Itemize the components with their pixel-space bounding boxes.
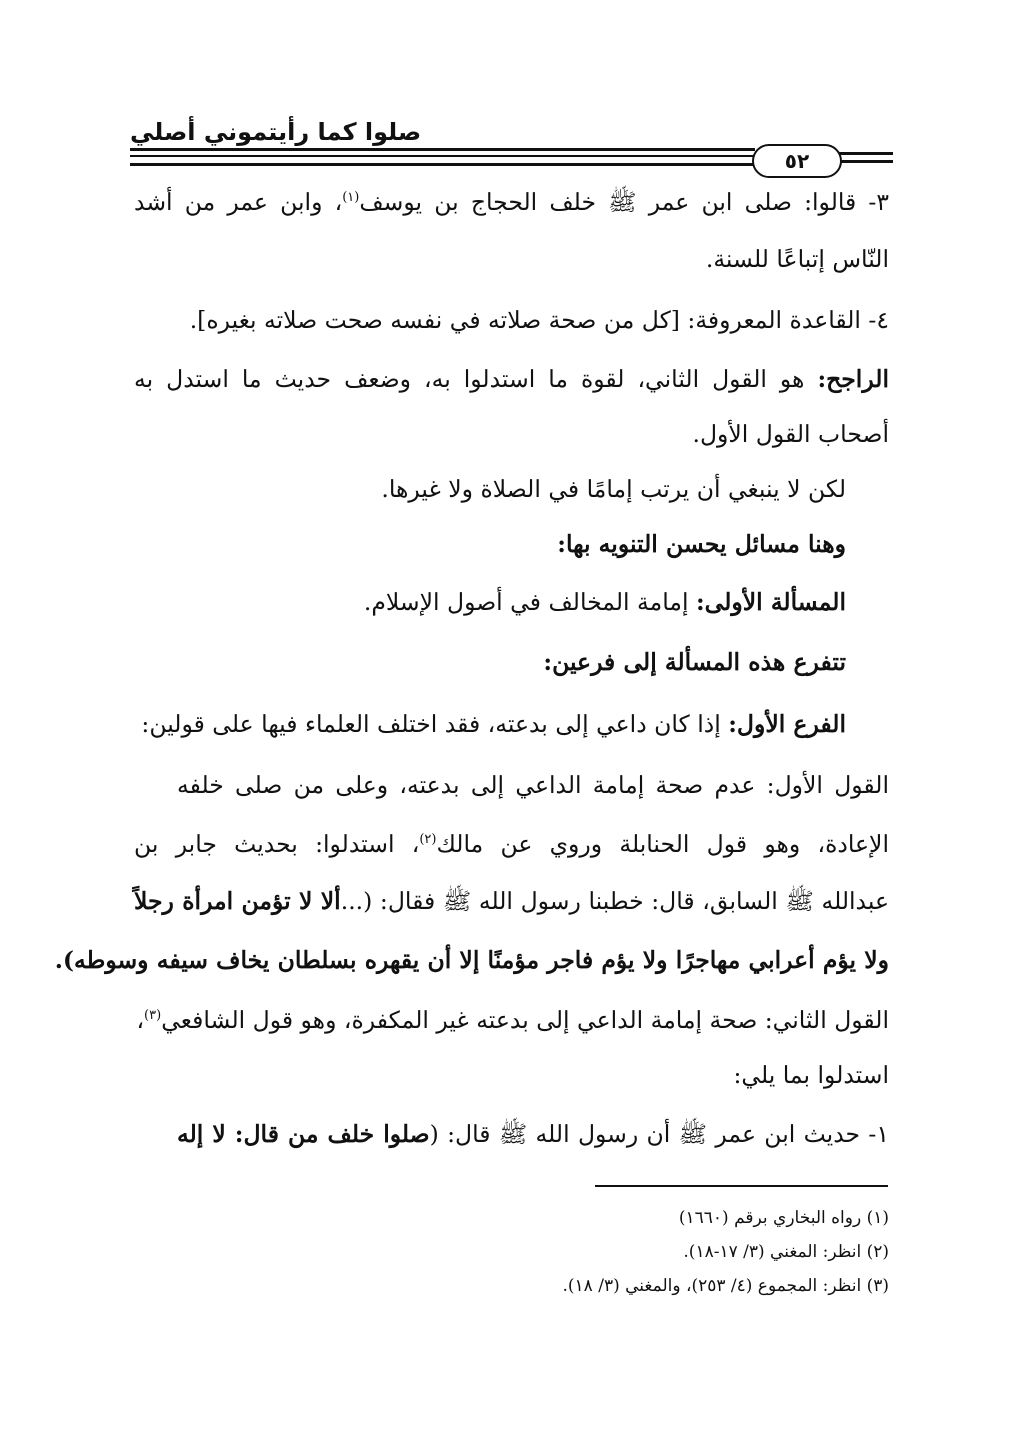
text-run: أصحاب القول الأول.	[692, 420, 889, 448]
text-run: ١- حديث ابن عمر ﷺ أن رسول الله ﷺ قال: (	[429, 1120, 889, 1148]
paragraph-line	[134, 1061, 889, 1089]
footnote-marker: (٢)	[419, 832, 437, 848]
text-run: النّاس إتباعًا للسنة.	[705, 245, 889, 273]
header-rule-mid	[130, 155, 755, 157]
bold-text: تتفرع هذه المسألة إلى فرعين:	[543, 648, 846, 676]
book-title: صلوا كما رأيتموني أصلي	[130, 118, 422, 146]
text-run: القول الثاني: صحة إمامة الداعي إلى بدعته غير المكفرة، وهو قول الشافعي	[161, 1006, 889, 1034]
paragraph-line	[134, 420, 889, 448]
bold-text: وهنا مسائل يحسن التنويه بها:	[557, 530, 846, 558]
footnote: (٢) انظر: المغني (٣/ ١٧-١٨).	[683, 1242, 889, 1262]
paragraph-line	[134, 887, 889, 915]
paragraph-line	[134, 365, 889, 393]
paragraph-line	[134, 188, 889, 216]
paragraph-line	[177, 1120, 889, 1148]
text-run: إمامة المخالف في أصول الإسلام.	[363, 588, 696, 616]
bold-text: ألا لا تؤمن امرأة رجلاً	[134, 887, 341, 915]
footnote-separator	[595, 1185, 888, 1187]
bold-text: صلوا خلف من قال: لا إله	[177, 1120, 430, 1148]
text-run: ، وابن عمر من أشد	[134, 188, 343, 216]
paragraph-line	[91, 588, 846, 616]
section-heading	[91, 648, 846, 676]
footnote-marker: (٣)	[144, 1008, 162, 1024]
footnote-marker: (١)	[342, 190, 360, 206]
bold-text: ولا يؤم أعرابي مهاجرًا ولا يؤم فاجر مؤمنًا إلا أن يقهره بسلطان يخاف سيفه وسوطه).	[54, 946, 889, 974]
text-run: لكن لا ينبغي أن يرتب إمامًا في الصلاة ولا غيرها.	[381, 475, 846, 503]
header-rule-right-bottom	[838, 160, 893, 163]
footnote: (٣) انظر: المجموع (٤/ ٢٥٣)، والمغني (٣/ ١٨).	[562, 1276, 889, 1296]
paragraph-line	[134, 306, 889, 334]
text-run: القول الأول: عدم صحة إمامة الداعي إلى بدعته، وعلى من صلى خلفه	[177, 771, 889, 799]
bold-text: الراجح:	[817, 365, 889, 393]
text-run: إذا كان داعي إلى بدعته، فقد اختلف العلماء فيها على قولين:	[141, 710, 729, 738]
paragraph-line	[91, 475, 846, 503]
header-rule-bottom	[130, 163, 755, 166]
page-number-badge: ٥٢	[752, 144, 842, 178]
text-run: عبدالله ﷺ السابق، قال: خطبنا رسول الله ﷺ فقال: (...	[340, 887, 889, 915]
footnote: (١) رواه البخاري برقم (١٦٦٠)	[678, 1208, 889, 1228]
paragraph-line	[54, 946, 889, 974]
text-run: ،	[136, 1006, 145, 1034]
header-rule-right-top	[838, 152, 893, 155]
paragraph-line	[91, 710, 846, 738]
paragraph-line	[134, 830, 889, 858]
text-run: ، استدلوا: بحديث جابر بن	[134, 830, 420, 858]
text-run: استدلوا بما يلي:	[733, 1061, 889, 1089]
text-run: ٤- القاعدة المعروفة: [كل من صحة صلاته في نفسه صحت صلاته بغيره].	[189, 306, 889, 334]
paragraph-line	[177, 771, 889, 799]
text-run: هو القول الثاني، لقوة ما استدلوا به، وضعف حديث ما استدل به	[134, 365, 818, 393]
text-run: الإعادة، وهو قول الحنابلة وروي عن مالك	[436, 830, 889, 858]
section-heading	[91, 530, 846, 558]
header-rule-top	[130, 148, 755, 151]
paragraph-line	[136, 1006, 889, 1034]
bold-text: المسألة الأولى:	[695, 588, 846, 616]
paragraph-line	[134, 245, 889, 273]
bold-text: الفرع الأول:	[728, 710, 846, 738]
text-run: ٣- قالوا: صلى ابن عمر ﷺ خلف الحجاج بن يوسف	[359, 188, 889, 216]
